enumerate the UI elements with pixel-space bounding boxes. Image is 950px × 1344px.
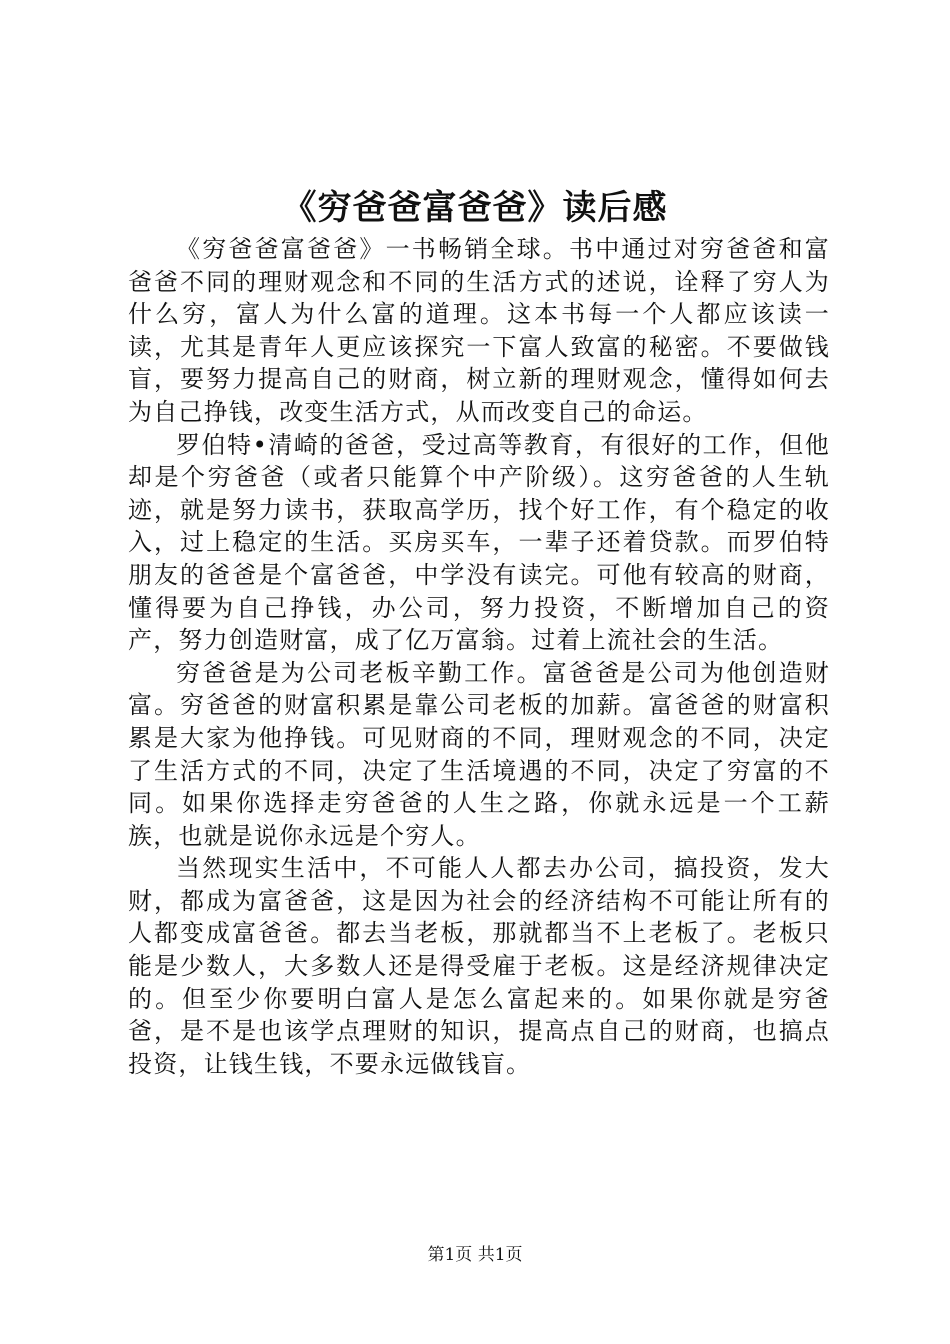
paragraph-1: 《穷爸爸富爸爸》一书畅销全球。书中通过对穷爸爸和富爸爸不同的理财观念和不同的生活方式的述说，诠释了穷人为什么穷，富人为什么富的道理。这本书每一个人都应该读一读，尤其是青年人更应该探究一下富人致富的秘密。不要做钱盲，要努力提高自己的财商，树立新的理财观念，懂得如何去为自己挣钱，改变生活方式，从而改变自己的命运。	[128, 235, 830, 426]
paragraph-2: 罗伯特•清崎的爸爸，受过高等教育，有很好的工作，但他却是个穷爸爸（或者只能算个中产阶级）。这穷爸爸的人生轨迹，就是努力读书，获取高学历，找个好工作，有个稳定的收入，过上稳定的生活。买房买车，一辈子还着贷款。而罗伯特朋友的爸爸是个富爸爸，中学没有读完。可他有较高的财商，懂得要为自己挣钱，办公司，努力投资，不断增加自己的资产，努力创造财富，成了亿万富翁。过着上流社会的生活。	[128, 430, 830, 655]
page-footer: 第1页 共1页	[427, 1245, 523, 1265]
document-body	[128, 233, 830, 1080]
document-title: 《穷爸爸富爸爸》读后感	[282, 188, 668, 228]
paragraph-3: 穷爸爸是为公司老板辛勤工作。富爸爸是公司为他创造财富。穷爸爸的财富积累是靠公司老板的加薪。富爸爸的财富积累是大家为他挣钱。可见财商的不同，理财观念的不同，决定了生活方式的不同，决定了生活境遇的不同，决定了穷富的不同。如果你选择走穷爸爸的人生之路，你就永远是一个工薪族，也就是说你永远是个穷人。	[128, 658, 830, 850]
paragraph-4: 当然现实生活中，不可能人人都去办公司，搞投资，发大财，都成为富爸爸，这是因为社会的经济结构不可能让所有的人都变成富爸爸。都去当老板，那就都当不上老板了。老板只能是少数人，大多数人还是得受雇于老板。这是经济规律决定的。但至少你要明白富人是怎么富起来的。如果你就是穷爸爸，是不是也该学点理财的知识，提高点自己的财商，也搞点投资，让钱生钱，不要永远做钱盲。	[128, 854, 830, 1078]
